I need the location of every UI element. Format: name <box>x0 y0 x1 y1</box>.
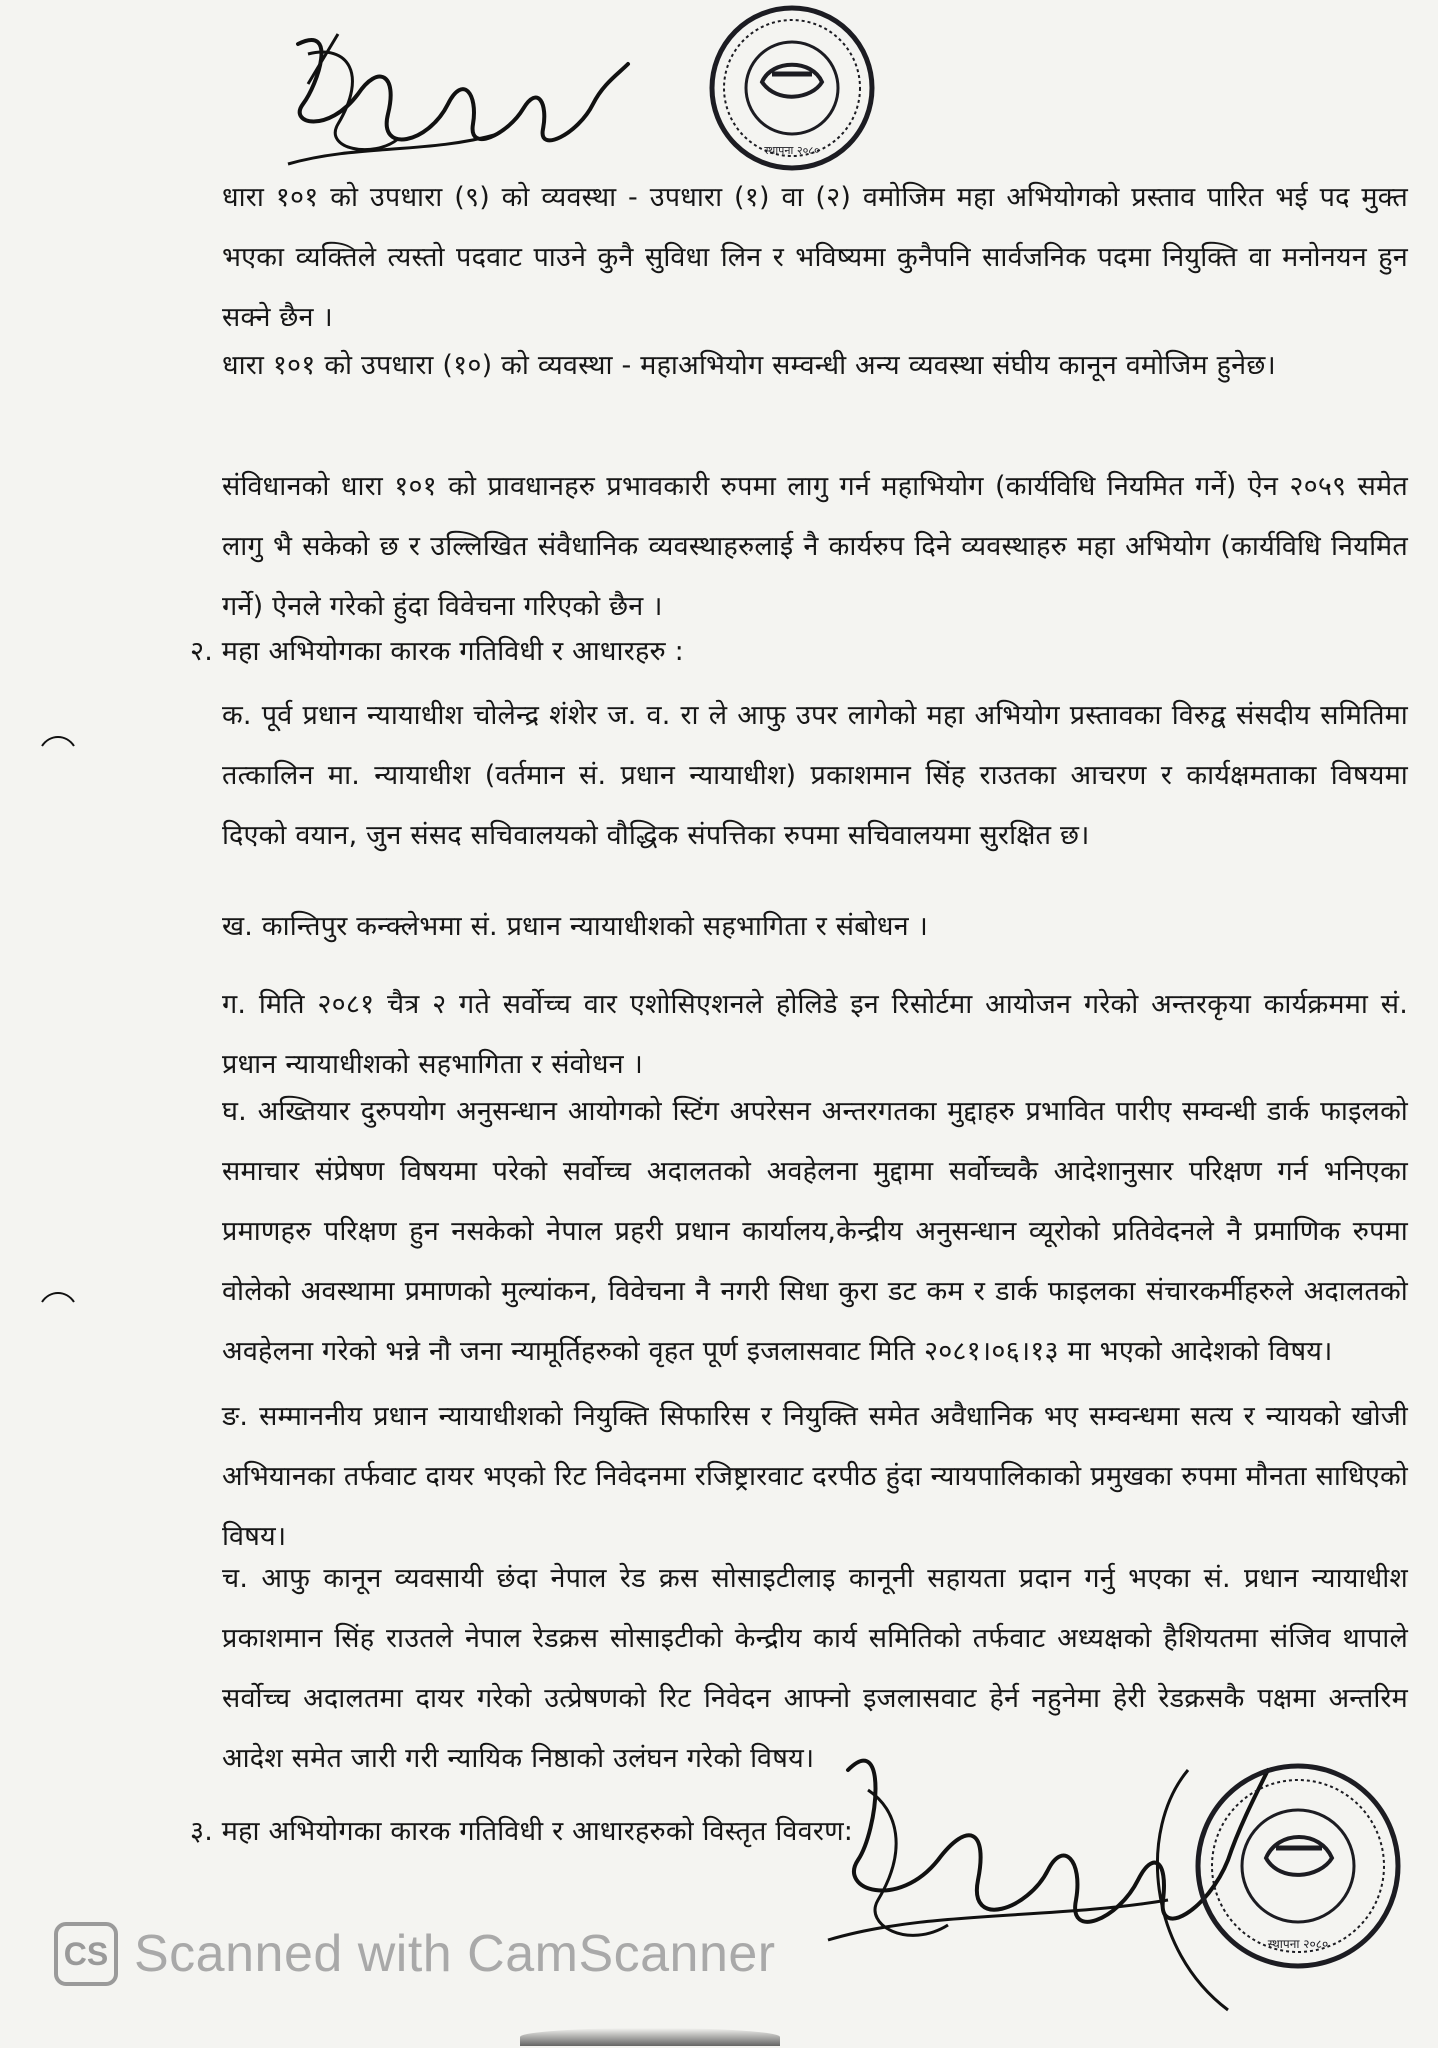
section-2-item-nga: ङ. सम्माननीय प्रधान न्यायाधीशको नियुक्ति सिफारिस र नियुक्ति समेत अवैधानिक भए सम्वन्धमा सत्य र न्यायको खोजी अभियानका तर्फवाट दायर भएको रिट निवेदनमा रजिष्ट्रारवाट दरपीठ हुंदा न्यायपालिकाको प्रमुखका रुपमा मौनता साधिएको विषय। <box>222 1401 1408 1552</box>
scan-edge-shadow <box>520 2028 780 2046</box>
section-3-heading: ३. महा अभियोगका कारक गतिविधी र आधारहरुको विस्तृत विवरण: <box>190 1816 854 1847</box>
section-2-item-ga: ग. मिति २०८१ चैत्र २ गते सर्वोच्च वार एशोसिएशनले होलिडे इन रिसोर्टमा आयोजन गरेको अन्तरकृया कार्यक्रममा सं. प्रधान न्यायाधीशको सहभागिता र संवोधन । <box>222 989 1408 1080</box>
section-2-item-kha: ख. कान्तिपुर कन्क्लेभमा सं. प्रधान न्यायाधीशको सहभागिता र संबोधन । <box>222 911 929 942</box>
margin-mark <box>40 1288 76 1304</box>
camscanner-watermark <box>54 1918 814 1990</box>
camscanner-text: Scanned with CamScanner <box>134 1925 776 1983</box>
paragraph-constitution-provisions: संविधानको धारा १०१ को प्रावधानहरु प्रभावकारी रुपमा लागु गर्न महाभियोग (कार्यविधि नियमित गर्ने) ऐन २०५९ समेत लागु भै सकेको छ र उल्लिखित संवैधानिक व्यवस्थाहरुलाई नै कार्यरुप दिने व्यवस्थाहरु महा अभियोग (कार्यविधि नियमित गर्ने) ऐनले गरेको हुंदा विवेचना गरिएको छैन । <box>222 471 1408 622</box>
section-2-item-gha: घ. अख्तियार दुरुपयोग अनुसन्धान आयोगको स्टिंग अपरेसन अन्तरगतका मुद्दाहरु प्रभावित पारीए सम्वन्धी डार्क फाइलको समाचार संप्रेषण विषयमा परेको सर्वोच्च अदालतको अवहेलना मुद्दामा सर्वोच्चकै आदेशानुसार परिक्षण गर्न भनिएका प्रमाणहरु परिक्षण हुन नसकेको नेपाल प्रहरी प्रधान कार्यालय,केन्द्रीय अनुसन्धान व्यूरोको प्रतिवेदनले नै प्रमाणिक रुपमा वोलेको अवस्थामा प्रमाणको मुल्यांकन, विवेचना नै नगरी सिधा कुरा डट कम र डार्क फाइलका संचारकर्मीहरुले अदालतको अवहेलना गरेको भन्ने नौ जना न्यामूर्तिहरुको वृहत पूर्ण इजलासवाट मिति २०८१।०६।१३ मा भएको आदेशको विषय। <box>222 1096 1408 1367</box>
signature-top <box>278 14 638 194</box>
margin-mark <box>40 732 76 748</box>
stamp-top-date: स्थापना २०८० <box>764 144 820 157</box>
stamp-bottom <box>1188 1758 1408 1973</box>
section-2-heading: २. महा अभियोगका कारक गतिविधी र आधारहरु : <box>190 636 684 667</box>
camscanner-logo-icon: CS <box>54 1922 118 1986</box>
stamp-bottom-date: स्थापना २०८० <box>1267 1937 1329 1951</box>
paragraph-article-101-9: धारा १०१ को उपधारा (९) को व्यवस्था - उपधारा (१) वा (२) वमोजिम महा अभियोगको प्रस्ताव पारित भई पद मुक्त भएका व्यक्तिले त्यस्तो पदवाट पाउने कुनै सुविधा लिन र भविष्यमा कुनैपनि सार्वजनिक पदमा नियुक्ति वा मनोनयन हुन सक्ने छैन । <box>222 182 1408 333</box>
section-2-item-cha: च. आफु कानून व्यवसायी छंदा नेपाल रेड क्रस सोसाइटीलाइ कानूनी सहायता प्रदान गर्नु भएका सं. प्रधान न्यायाधीश प्रकाशमान सिंह राउतले नेपाल रेडक्रस सोसाइटीको केन्द्रीय कार्य समितिको तर्फवाट अध्यक्षको हैशियतमा संजिव थापाले सर्वोच्च अदालतमा दायर गरेको उत्प्रेषणको रिट निवेदन आफ्नो इजलासवाट हेर्न नहुनेमा हेरी रेडक्रसकै पक्षमा अन्तरिम आदेश समेत जारी गरी न्यायिक निष्ठाको उलंघन गरेको विषय। <box>222 1563 1408 1774</box>
stamp-top <box>682 4 902 172</box>
section-2-item-ka: क. पूर्व प्रधान न्यायाधीश चोलेन्द्र शंशेर ज. व. रा ले आफु उपर लागेको महा अभियोग प्रस्तावका विरुद्व संसदीय समितिमा तत्कालिन मा. न्यायाधीश (वर्तमान सं. प्रधान न्यायाधीश) प्रकाशमान सिंह राउतका आचरण र कार्यक्षमताका विषयमा दिएको वयान, जुन संसद सचिवालयको वौद्धिक संपत्तिका रुपमा सचिवालयमा सुरक्षित छ। <box>222 700 1408 851</box>
paragraph-article-101-10: धारा १०१ को उपधारा (१०) को व्यवस्था - महाअभियोग सम्वन्धी अन्य व्यवस्था संघीय कानून वमोजिम हुनेछ। <box>222 350 1276 381</box>
